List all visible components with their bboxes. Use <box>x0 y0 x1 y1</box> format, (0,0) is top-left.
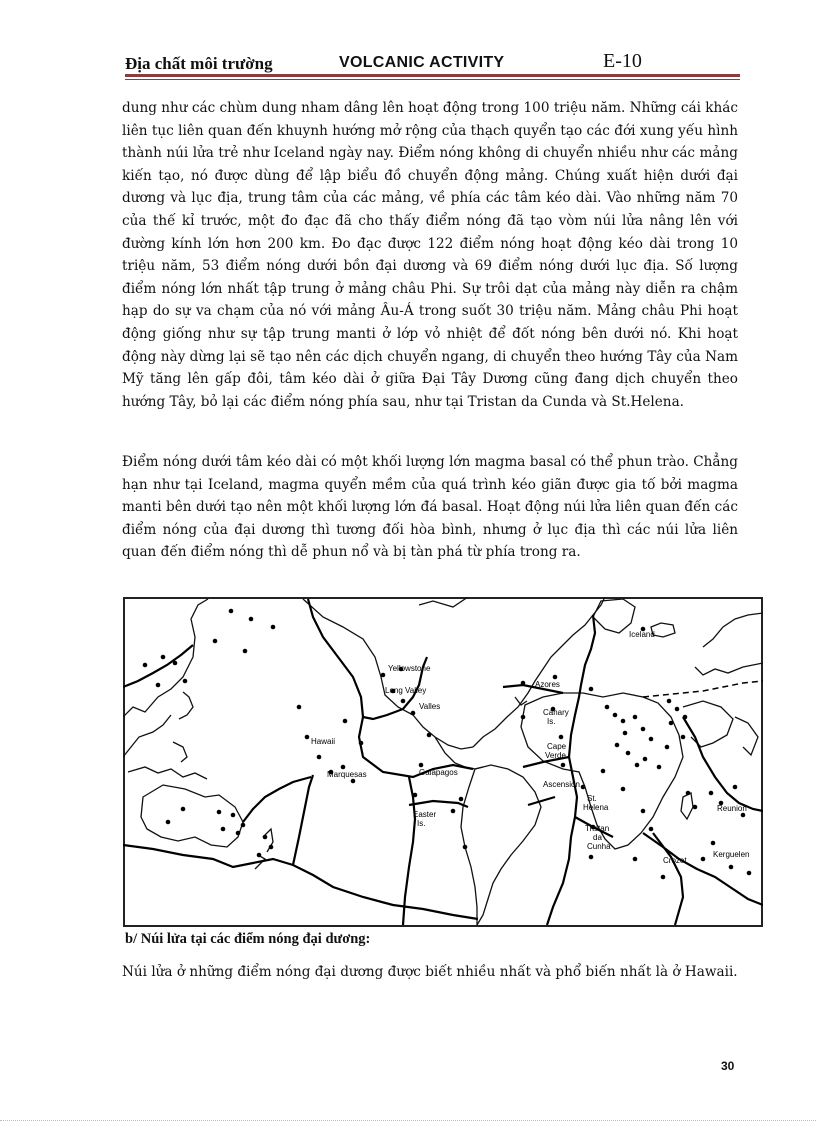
label-crozet: Crozet <box>663 856 687 865</box>
label-hawaii: Hawaii <box>311 737 336 746</box>
label-tristan-2: da <box>593 833 602 842</box>
label-st-helena-1: St. <box>587 794 597 803</box>
label-marquesas: Marquesas <box>327 770 367 779</box>
label-tristan-3: Cunha <box>587 842 611 851</box>
header-subject: Địa chất môi trường <box>125 54 273 73</box>
paragraph-hotspots: dung như các chùm dung nham dâng lên hoạt động trong 100 triệu năm. Những cái khác liên tục liên quan đến khuynh hướng mở rộng của thạch quyển tạo các đới xung yếu hình thành núi lửa trẻ như Iceland ngày nay. Điểm nóng không di chuyển nhiều như các mảng kiến tạo, nó được dùng để lập biểu đồ chuyển động mảng. Chúng xuất hiện dưới đại dương và lục địa, trung tâm của các mảng, về phía các tâm kéo dài. Vào những năm 70 của thế kỉ trước, một đo đạc đã cho thấy điểm nóng đã tạo vòm núi lửa nâng lên với đường kính lớn hơn 200 km. Đo đạc được 122 điểm nóng hoạt động kéo dài trong 10 triệu năm, 53 điểm nóng dưới bồn đại dương và 69 điểm nóng dưới lục địa. Số lượng điểm nóng lớn nhất tập trung ở mảng châu Phi. Sự trôi dạt của mảng này diễn ra chậm hạp do sự va chạm của nó với mảng Âu-Á trong suốt 30 triệu năm. Mảng châu Phi hoạt động giống như sự tập trung manti ở lớp vỏ nhiệt để đốt nóng bên dưới nó. Khi hoạt động này dừng lại sẽ tạo nên các dịch chuyển ngang, di chuyển theo hướng Tây của Nam Mỹ tăng lên gấp đôi, tâm kéo dài ở giữa Đại Tây Dương cũng đang dịch chuyển theo hướng Tây, bỏ lại các điểm nóng phía sau, như tại Tristan da Cunda và St.Helena. <box>122 100 738 410</box>
paragraph-spreading-center: Điểm nóng dưới tâm kéo dài có một khối lượng lớn magma basal có thể phun trào. Chẳng hạn như tại Iceland, magma quyển mềm của quá trình kéo giãn được gia tố bởi magma manti bên dưới tạo nên một khối lượng lớn đá basal. Hoạt động núi lửa liên quan đến các điểm nóng của đại dương thì tương đối hòa bình, nhưng ở lục địa thì các núi lửa liên quan đến điểm nóng thì dễ phun nổ và bị tàn phá từ phía trong ra. <box>122 454 738 561</box>
label-iceland: Iceland <box>629 630 655 639</box>
label-st-helena-2: Helena <box>583 803 609 812</box>
label-ascension: Ascension <box>543 780 580 789</box>
label-tristan-1: Tristan <box>585 824 610 833</box>
label-cape-verde-2: Verde <box>545 751 566 760</box>
map-frame <box>124 598 762 926</box>
paragraph-hawaii: Núi lửa ở những điểm nóng đại dương được biết nhiều nhất và phổ biến nhất là ở Hawaii. <box>122 964 738 980</box>
label-yellowstone: Yellowstone <box>388 664 431 673</box>
label-cape-verde-1: Cape <box>547 742 567 751</box>
label-azores: Azores <box>535 680 560 689</box>
label-easter-1: Easter <box>413 810 437 819</box>
header-code: E-10 <box>603 50 642 72</box>
page-header <box>125 50 740 76</box>
header-rule-thick <box>125 74 740 77</box>
label-canary-1: Canary <box>543 708 569 717</box>
page-number: 30 <box>721 1059 735 1073</box>
label-galapagos: Galapagos <box>419 768 458 777</box>
label-kerguelen: Kerguelen <box>713 850 750 859</box>
figure-caption: b/ Núi lửa tại các điểm nóng đại dương: <box>125 931 371 947</box>
label-long-valley: Long Valley <box>385 686 427 695</box>
label-canary-2: Is. <box>547 717 556 726</box>
footer-divider <box>0 1120 816 1121</box>
header-title: VOLCANIC ACTIVITY <box>339 54 505 71</box>
hotspot-world-map <box>123 597 763 927</box>
label-reunion: Reunion <box>717 804 747 813</box>
header-rule-thin <box>125 79 740 80</box>
label-valles: Valles <box>419 702 441 711</box>
label-easter-2: Is. <box>417 819 426 828</box>
